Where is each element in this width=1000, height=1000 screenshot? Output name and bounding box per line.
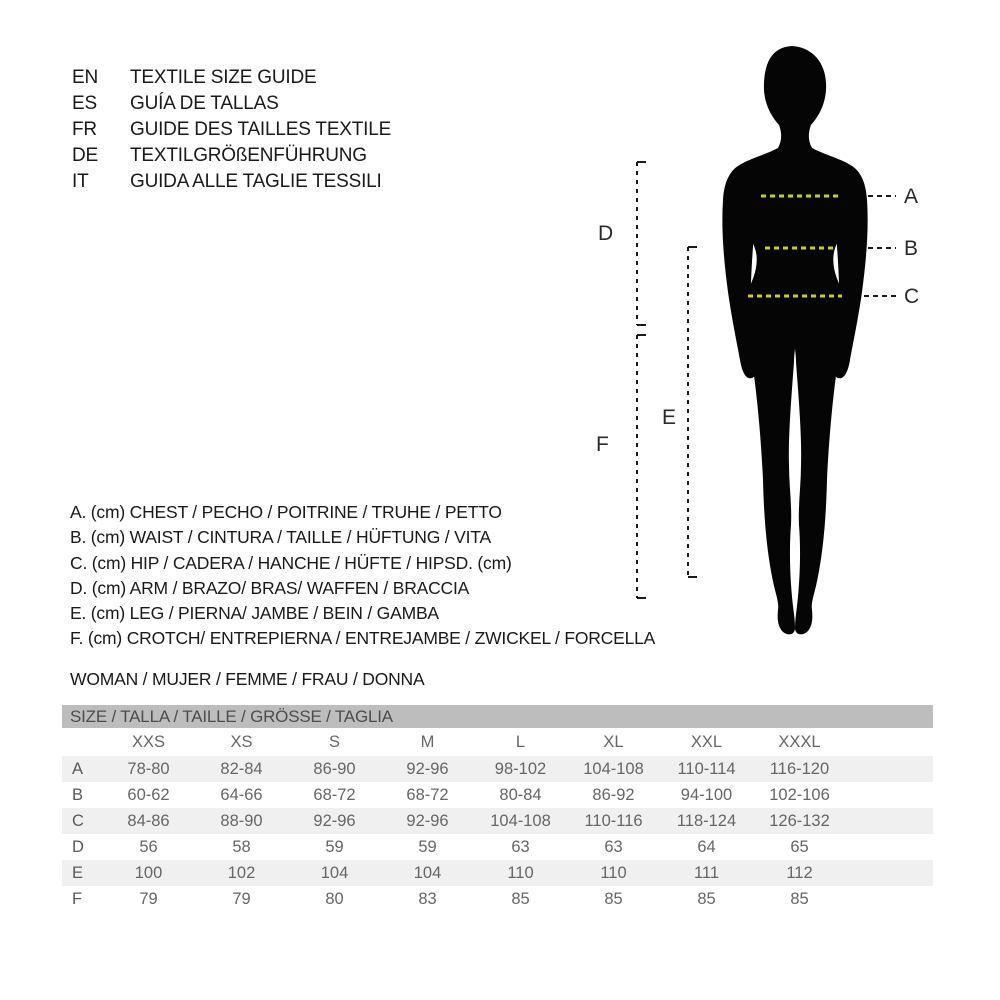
size-cell: 110-116: [584, 811, 643, 830]
size-cell: 86-90: [313, 759, 356, 778]
size-cell: 85: [511, 889, 530, 908]
woman-silhouette: [735, 46, 855, 634]
size-cell: 104-108: [490, 811, 551, 830]
column-header: XXS: [131, 732, 166, 751]
size-cell: 85: [790, 889, 809, 908]
language-code: FR: [72, 119, 97, 140]
column-header: M: [420, 732, 435, 751]
language-code: EN: [72, 67, 98, 88]
size-cell: 80-84: [499, 785, 542, 804]
language-row: [72, 91, 391, 117]
size-cell: 112: [786, 863, 813, 882]
size-cell: 60-62: [127, 785, 170, 804]
row-label: F: [72, 889, 83, 908]
size-cell: 85: [697, 889, 716, 908]
size-cell: 94-100: [680, 785, 733, 804]
size-table-header: SIZE / TALLA / TAILLE / GRÖSSE / TAGLIA: [62, 705, 933, 728]
chest-label: A: [904, 185, 919, 208]
guide-title: GUÍA DE TALLAS: [130, 93, 279, 114]
size-cell: 83: [418, 889, 437, 908]
language-row: [72, 65, 391, 91]
language-row: [72, 143, 391, 169]
size-cell: 98-102: [494, 759, 547, 778]
row-label: C: [72, 811, 84, 830]
size-cell: 104: [320, 863, 349, 882]
column-header: L: [515, 732, 526, 751]
size-cell: 102-106: [769, 785, 830, 804]
size-cell: 92-96: [313, 811, 356, 830]
size-cell: 92-96: [406, 759, 449, 778]
language-code: IT: [72, 171, 89, 192]
hip-label: C: [904, 285, 920, 308]
size-cell: 102: [227, 863, 256, 882]
crotch-label: F: [596, 433, 609, 456]
size-cell: 92-96: [406, 811, 449, 830]
size-cell: 78-80: [127, 759, 170, 778]
guide-title: GUIDA ALLE TAGLIE TESSILI: [130, 171, 382, 192]
guide-title: GUIDE DES TAILLES TEXTILE: [130, 119, 392, 140]
size-column-header-row: [62, 728, 933, 756]
size-cell: 59: [418, 837, 437, 856]
language-code: ES: [72, 93, 97, 114]
language-row: [72, 169, 391, 195]
row-label: D: [72, 837, 84, 856]
table-row-waist: [62, 782, 933, 808]
waist-label: B: [904, 237, 919, 260]
size-cell: 110: [507, 863, 534, 882]
column-header: XS: [230, 732, 253, 751]
size-cell: 116-120: [769, 759, 830, 778]
legend-arm: D. (cm) ARM / BRAZO/ BRAS/ WAFFEN / BRACCIA: [70, 577, 470, 598]
size-cell: 104: [413, 863, 442, 882]
row-label: B: [72, 785, 84, 804]
table-row-hip: [62, 808, 933, 834]
woman-group-title: WOMAN / MUJER / FEMME / FRAU / DONNA: [70, 669, 425, 689]
row-label: E: [72, 863, 84, 882]
size-cell: 111: [693, 863, 720, 882]
size-cell: 79: [232, 889, 251, 908]
size-cell: 68-72: [406, 785, 449, 804]
size-cell: 58: [232, 837, 251, 856]
leg-label: E: [662, 406, 677, 429]
table-row-chest: [62, 756, 933, 782]
size-cell: 118-124: [676, 811, 737, 830]
size-cell: 110-114: [677, 759, 736, 778]
language-code: DE: [72, 145, 98, 166]
column-header: XXL: [690, 732, 723, 751]
size-cell: 80: [325, 889, 344, 908]
size-cell: 110: [600, 863, 627, 882]
size-table: [62, 705, 933, 912]
size-cell: 56: [139, 837, 158, 856]
size-cell: 59: [325, 837, 344, 856]
language-row: [72, 117, 391, 143]
size-cell: 84-86: [127, 811, 170, 830]
table-row-arm: [62, 834, 933, 860]
measurement-legend: [70, 500, 655, 652]
legend-waist: B. (cm) WAIST / CINTURA / TAILLE / HÜFTUNG / VITA: [70, 527, 491, 548]
size-cell: 82-84: [220, 759, 263, 778]
size-cell: 65: [790, 837, 809, 856]
size-cell: 64: [697, 837, 716, 856]
row-label: A: [72, 759, 84, 778]
size-cell: 64-66: [220, 785, 263, 804]
column-header: S: [328, 732, 340, 751]
size-cell: 104-108: [583, 759, 644, 778]
right-arm-silhouette: [834, 166, 868, 378]
guide-title: TEXTILE SIZE GUIDE: [130, 67, 317, 88]
column-header: XXXL: [778, 732, 821, 751]
size-cell: 63: [511, 837, 530, 856]
size-cell: 79: [139, 889, 158, 908]
size-cell: 86-92: [592, 785, 635, 804]
size-cell: 100: [134, 863, 163, 882]
arm-label: D: [598, 222, 614, 245]
column-header: XL: [603, 732, 624, 751]
language-title-block: [72, 65, 391, 195]
size-cell: 126-132: [769, 811, 830, 830]
size-cell: 88-90: [220, 811, 263, 830]
size-cell: 68-72: [313, 785, 356, 804]
legend-leg: E. (cm) LEG / PIERNA/ JAMBE / BEIN / GAMBA: [70, 603, 439, 624]
legend-hip: C. (cm) HIP / CADERA / HANCHE / HÜFTE / HIPSD. (cm): [70, 552, 512, 573]
table-row-crotch: [62, 886, 933, 912]
table-row-leg: [62, 860, 933, 886]
size-cell: 85: [604, 889, 623, 908]
left-arm-silhouette: [722, 166, 756, 378]
guide-title: TEXTILGRÖßENFÜHRUNG: [130, 145, 367, 166]
legend-crotch: F. (cm) CROTCH/ ENTREPIERNA / ENTREJAMBE / ZWICKEL / FORCELLA: [70, 628, 656, 649]
size-cell: 63: [604, 837, 623, 856]
legend-chest: A. (cm) CHEST / PECHO / POITRINE / TRUHE / PETTO: [70, 502, 502, 522]
